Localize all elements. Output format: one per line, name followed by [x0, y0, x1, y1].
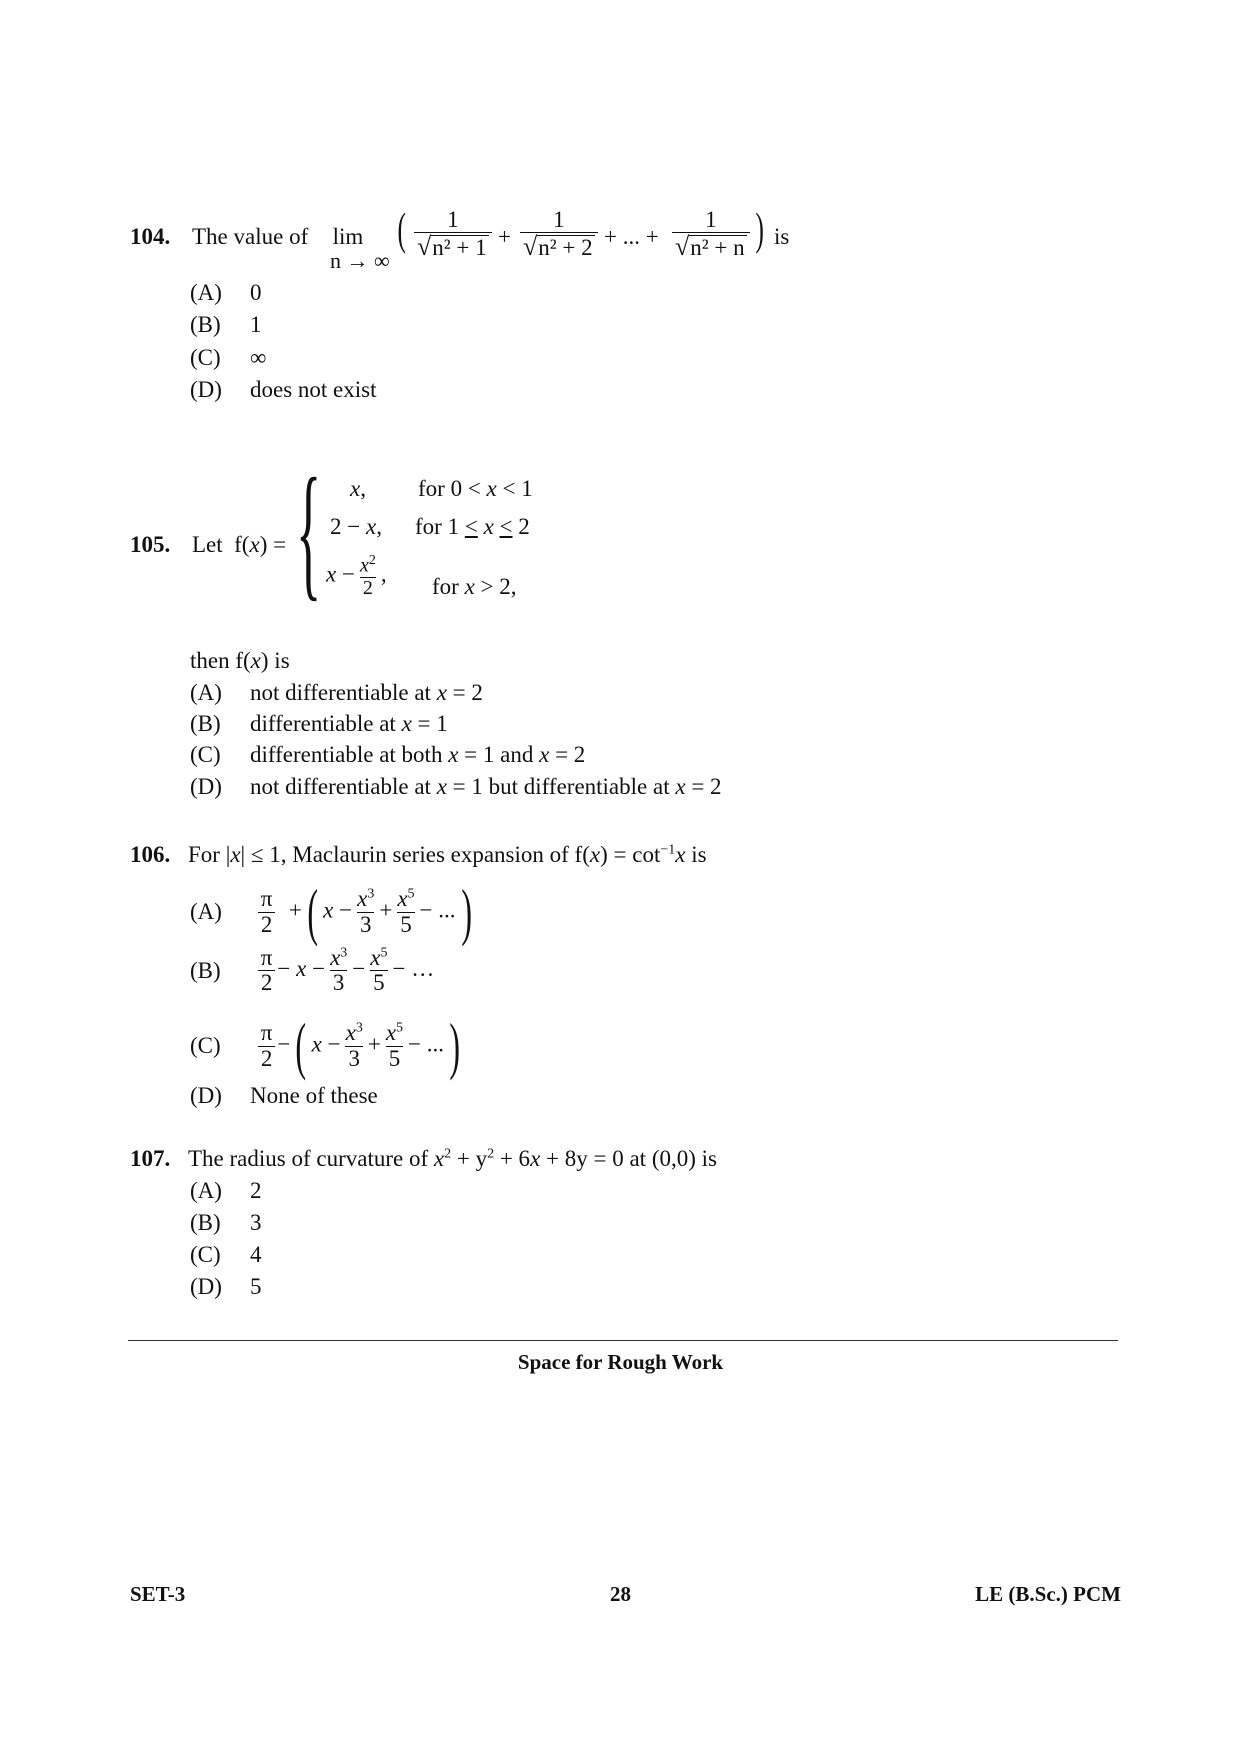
rough-work-heading: Space for Rough Work: [517, 1350, 724, 1374]
right-paren: ): [755, 203, 764, 254]
option-c[interactable]: (C) 4: [190, 1242, 262, 1267]
numerator: 1: [553, 207, 565, 232]
option-b[interactable]: (B) 1: [190, 312, 262, 337]
case-2-cond: for 1 < x < 2: [415, 514, 530, 539]
question-stem: Let f(x) =: [192, 532, 287, 557]
footer-course: LE (B.Sc.) PCM: [975, 1582, 1121, 1606]
piecewise-brace: {: [296, 448, 322, 614]
option-b[interactable]: (B) differentiable at x = 1: [190, 711, 448, 736]
question-stem: The radius of curvature of $x^2 + y^2 + 6x + 8y = 0$ at (0,0) is: [188, 1146, 717, 1171]
denominator: √n² + n: [672, 232, 750, 260]
numerator: 1: [447, 207, 459, 232]
option-a[interactable]: (A) 0: [190, 280, 262, 305]
option-a[interactable]: (A) 2: [190, 1178, 262, 1203]
question-stem: For |x| ≤ 1, Maclaurin series expansion of $f(x) = \cot^{-1}x$ is: [188, 842, 707, 867]
option-a[interactable]: (A) not differentiable at x = 2: [190, 680, 483, 705]
question-stem: The value of: [192, 224, 309, 249]
question-tail: is: [774, 224, 790, 249]
question-104: [130, 200, 1130, 280]
question-number: 107.: [130, 1146, 171, 1171]
option-b[interactable]: (B) 3: [190, 1210, 262, 1235]
divider: [128, 1340, 1118, 1341]
term-1: [414, 208, 492, 260]
then-text: then f(x) is: [190, 648, 290, 673]
question-106: [130, 842, 707, 868]
question-number: 104.: [130, 224, 171, 249]
option-b[interactable]: (B) $\frac{\pi}{2}$ − x − $\frac{x^3}{3}$ − $\frac{x^5}{5}$ − …: [190, 945, 435, 996]
footer-set: SET-3: [130, 1582, 186, 1606]
term-n: [672, 208, 750, 260]
question-105: [130, 448, 830, 620]
footer-page-number: 28: [610, 1582, 631, 1606]
question-107: [130, 1146, 717, 1172]
limit-operator: [308, 224, 388, 250]
case-1-cond: for 0 < x < 1: [418, 476, 533, 501]
option-d[interactable]: (D) does not exist: [190, 377, 377, 402]
case-2-expr: 2 − x,: [330, 514, 382, 539]
left-paren: (: [397, 203, 406, 254]
lim-text: lim: [332, 224, 364, 249]
limit-subscript: n → ∞: [330, 248, 390, 273]
question-number: 105.: [130, 532, 171, 557]
case-1-expr: x,: [350, 476, 366, 501]
option-d[interactable]: (D) not differentiable at x = 1 but differentiable at x = 2: [190, 774, 722, 799]
option-c[interactable]: (C) ∞: [190, 345, 267, 370]
option-a[interactable]: (A) $\frac{\pi}{2}$ +( x − $\frac{x^3}{3}$ + $\frac{x^5}{5}$ − ...): [190, 876, 472, 947]
option-d[interactable]: (D) None of these: [190, 1083, 378, 1108]
denominator: √n² + 1: [414, 232, 492, 260]
denominator: √n² + 2: [520, 232, 598, 260]
question-number: 106.: [130, 842, 171, 867]
case-3-expr: x − $\frac{x^2}{2}$ ,: [326, 553, 387, 599]
ellipsis-plus: + ... +: [604, 224, 659, 249]
option-c[interactable]: (C) differentiable at both x = 1 and x = 2: [190, 742, 586, 767]
option-d[interactable]: (D) 5: [190, 1274, 262, 1299]
option-c[interactable]: (C) $\frac{\pi}{2}$ −( x − $\frac{x^3}{3}$ + $\frac{x^5}{5}$ − ...): [190, 1010, 461, 1081]
numerator: 1: [705, 207, 717, 232]
term-2: [520, 208, 598, 260]
case-3-cond: for x > 2,: [432, 574, 517, 599]
plus-sign: +: [498, 224, 511, 249]
